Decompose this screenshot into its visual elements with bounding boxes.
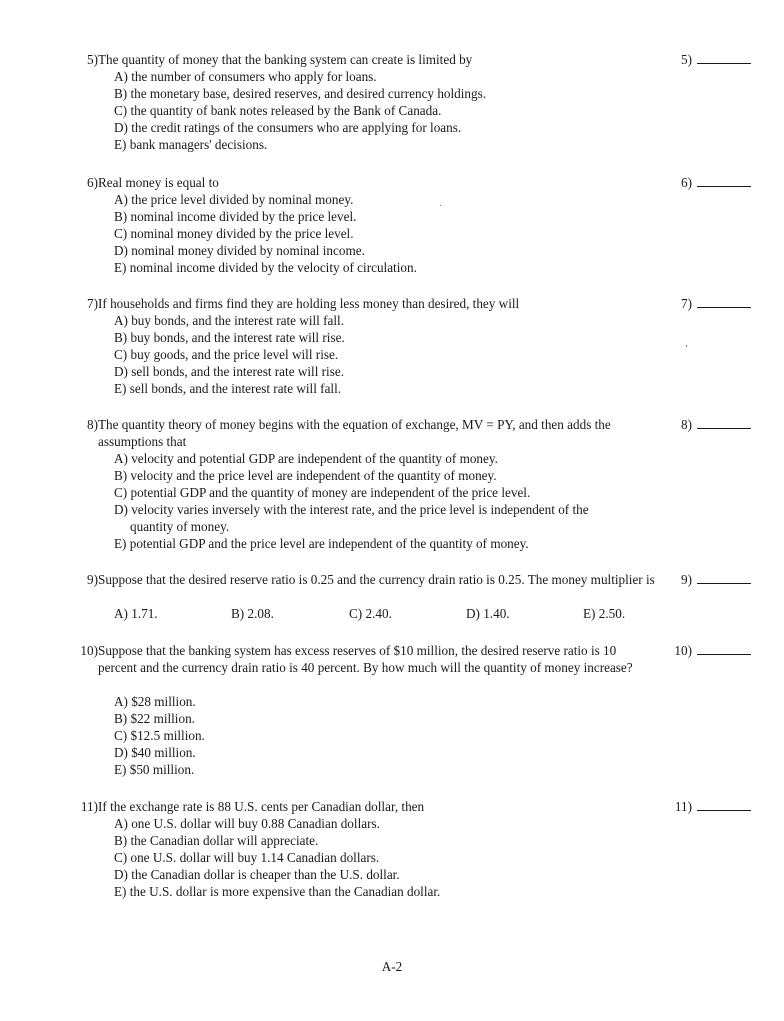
question-stem	[78, 642, 658, 676]
question-stem	[78, 571, 658, 588]
option-d: D) $40 million.	[114, 745, 196, 760]
answer-label: 10)	[674, 643, 692, 658]
options-list	[114, 312, 634, 397]
question-number: 5)	[87, 52, 98, 67]
option-d: D) 1.40.	[466, 606, 510, 621]
question-number: 8)	[87, 417, 98, 432]
question-text: Suppose that the desired reserve ratio is 0.25 and the currency drain ratio is 0.25. The money multiplier is	[98, 572, 655, 587]
option-b: B) 2.08.	[231, 606, 274, 621]
option-b: B) the Canadian dollar will appreciate.	[114, 833, 319, 848]
option-e: E) sell bonds, and the interest rate will fall.	[114, 381, 342, 396]
option-c: C) one U.S. dollar will buy 1.14 Canadian dollars.	[114, 850, 380, 865]
question-text: Real money is equal to	[98, 175, 219, 190]
answer-blank[interactable]	[697, 571, 751, 584]
answer-label: 9)	[681, 572, 692, 587]
options-list	[114, 68, 634, 153]
option-b: B) buy bonds, and the interest rate will rise.	[114, 330, 345, 345]
question-number: 10)	[80, 643, 98, 658]
question-stem	[78, 51, 658, 68]
question-stem	[78, 174, 658, 191]
option-a: A) velocity and potential GDP are independent of the quantity of money.	[114, 451, 498, 466]
option-d: D) velocity varies inversely with the interest rate, and the price level is independent of the quantity of money.	[114, 502, 589, 534]
option-d: D) sell bonds, and the interest rate will rise.	[114, 364, 344, 379]
option-a: A) the price level divided by nominal money.	[114, 192, 354, 207]
option-b: B) the monetary base, desired reserves, and desired currency holdings.	[114, 86, 487, 101]
option-e: E) 2.50.	[583, 606, 626, 621]
option-e: E) $50 million.	[114, 762, 195, 777]
options-list	[114, 605, 654, 622]
option-c: C) $12.5 million.	[114, 728, 205, 743]
question-text: If the exchange rate is 88 U.S. cents per Canadian dollar, then	[98, 799, 425, 814]
option-c: C) the quantity of bank notes released by the Bank of Canada.	[114, 103, 442, 118]
question-number: 7)	[87, 296, 98, 311]
question-stem	[78, 416, 658, 450]
question-number: 6)	[87, 175, 98, 190]
answer-blank[interactable]	[697, 798, 751, 811]
option-e: E) nominal income divided by the velocity of circulation.	[114, 260, 417, 275]
option-a: A) the number of consumers who apply for loans.	[114, 69, 377, 84]
question-text: The quantity of money that the banking system can create is limited by	[98, 52, 473, 67]
option-e: E) bank managers' decisions.	[114, 137, 268, 152]
option-a: A) 1.71.	[114, 606, 158, 621]
option-d: D) the credit ratings of the consumers who are applying for loans.	[114, 120, 462, 135]
options-list	[114, 450, 634, 552]
option-d: D) the Canadian dollar is cheaper than the U.S. dollar.	[114, 867, 400, 882]
option-b: B) velocity and the price level are independent of the quantity of money.	[114, 468, 497, 483]
answer-blank[interactable]	[697, 642, 751, 655]
answer-label: 8)	[681, 417, 692, 432]
answer-label: 6)	[681, 175, 692, 190]
option-a: A) $28 million.	[114, 694, 196, 709]
option-c: C) 2.40.	[349, 606, 392, 621]
answer-label: 7)	[681, 296, 692, 311]
answer-label: 11)	[674, 799, 692, 814]
question-number: 9)	[87, 572, 98, 587]
answer-label: 5)	[681, 52, 692, 67]
option-d: D) nominal money divided by nominal income.	[114, 243, 365, 258]
scan-speck	[440, 205, 441, 206]
answer-blank[interactable]	[697, 295, 751, 308]
option-a: A) buy bonds, and the interest rate will fall.	[114, 313, 344, 328]
scan-speck	[686, 345, 687, 347]
option-e: E) the U.S. dollar is more expensive than the Canadian dollar.	[114, 884, 441, 899]
answer-blank[interactable]	[697, 416, 751, 429]
question-text: The quantity theory of money begins with the equation of exchange, MV = PY, and then adds the assumptions that	[98, 417, 611, 449]
option-b: B) $22 million.	[114, 711, 195, 726]
option-b: B) nominal income divided by the price level.	[114, 209, 357, 224]
answer-blank[interactable]	[697, 174, 751, 187]
option-c: C) potential GDP and the quantity of money are independent of the price level.	[114, 485, 531, 500]
option-a: A) one U.S. dollar will buy 0.88 Canadian dollars.	[114, 816, 380, 831]
question-stem	[78, 798, 658, 815]
option-c: C) nominal money divided by the price level.	[114, 226, 354, 241]
answer-blank[interactable]	[697, 51, 751, 64]
option-c: C) buy goods, and the price level will rise.	[114, 347, 339, 362]
option-e: E) potential GDP and the price level are independent of the quantity of money.	[114, 536, 529, 551]
question-text: If households and firms find they are holding less money than desired, they will	[98, 296, 520, 311]
question-stem	[78, 295, 658, 312]
page-number: A-2	[381, 959, 403, 974]
question-text: Suppose that the banking system has excess reserves of $10 million, the desired reserve ratio is 10 percent and the currency drain ratio is 40 percent. By how much will the quantity of money increase?	[98, 643, 633, 675]
options-list	[114, 191, 634, 276]
options-list	[114, 815, 634, 900]
question-number: 11)	[80, 799, 98, 814]
options-list	[114, 693, 634, 778]
